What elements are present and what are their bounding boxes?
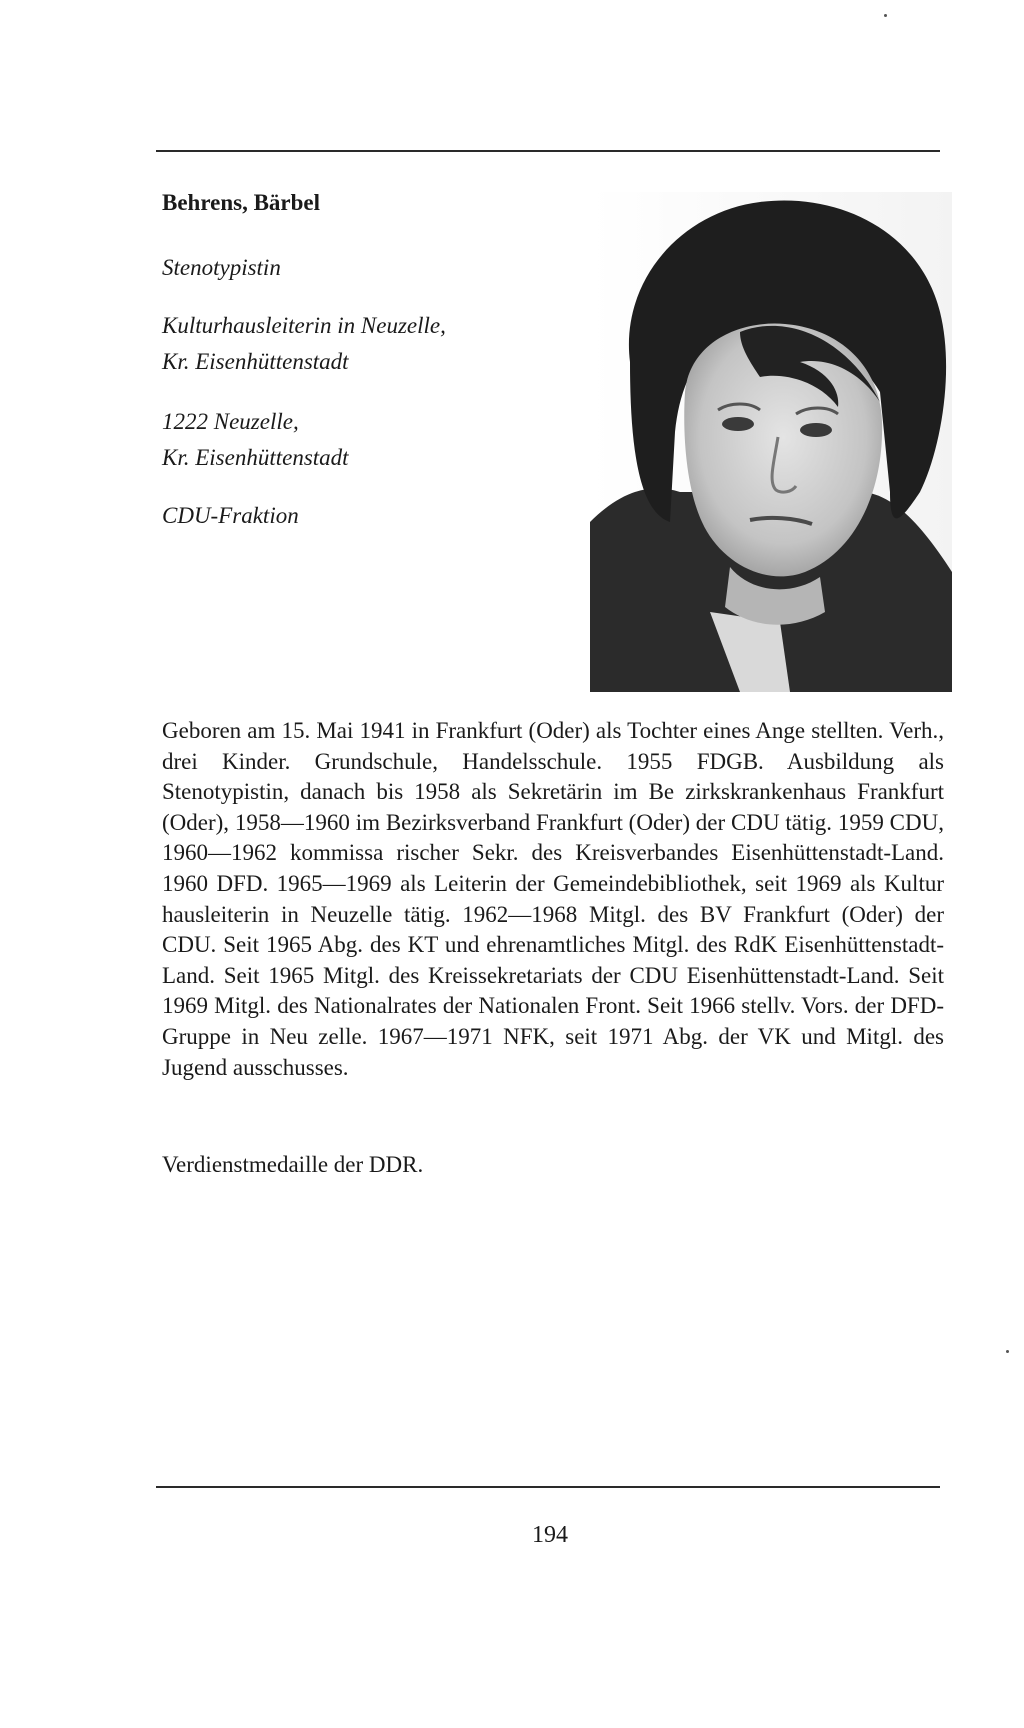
entry-name: Behrens, Bärbel bbox=[162, 190, 321, 215]
portrait-photo bbox=[590, 192, 952, 692]
scan-speck bbox=[1006, 1350, 1009, 1353]
bio-line: des RdK Eisenhüttenstadt-Land. Seit 1965 Mitgl. des Kreissekretariats bbox=[162, 932, 945, 988]
bio-line: (Oder) der CDU. Seit 1965 Abg. des KT und ehrenamtliches Mitgl. bbox=[162, 901, 944, 958]
position-line-2: Kr. Eisenhüttenstadt bbox=[162, 349, 349, 374]
address-line-1: 1222 Neuzelle, bbox=[162, 409, 299, 434]
bio-line: der Nationalen Front. Seit 1966 stellv. Vors. der DFD-Gruppe in Neu bbox=[162, 993, 944, 1049]
bio-line: Ausbildung als Stenotypistin, danach bis 1958 als Sekretärin im Be bbox=[162, 748, 945, 805]
bio-line: Frankfurt (Oder) der CDU tätig. 1959 CDU, 1960—1962 kommissa bbox=[162, 809, 944, 866]
bio-line: zirkskrankenhaus Frankfurt (Oder), 1958—1960 im Bezirksverband bbox=[162, 779, 945, 835]
bottom-rule bbox=[156, 1486, 940, 1488]
bio-line: rischer Sekr. des Kreisverbandes Eisenhüttenstadt-Land. 1960 DFD. bbox=[162, 840, 944, 896]
bio-line: zelle. 1967—1971 NFK, seit 1971 Abg. der VK und Mitgl. des Jugend bbox=[162, 1023, 944, 1080]
award-text: Verdienstmedaille der DDR. bbox=[162, 1152, 424, 1177]
scan-speck bbox=[884, 14, 887, 17]
entry-profession: Stenotypistin bbox=[162, 255, 281, 280]
bio-line: hausleiterin in Neuzelle tätig. 1962—1968 Mitgl. des BV Frankfurt bbox=[162, 901, 842, 927]
bio-line: stellten. Verh., drei Kinder. Grundschule, Handelsschule. 1955 FDGB. bbox=[162, 718, 944, 774]
entry-position bbox=[162, 308, 446, 380]
top-rule bbox=[156, 150, 940, 152]
entry-address bbox=[162, 404, 349, 476]
biography-text bbox=[162, 716, 944, 1083]
entry-faction: CDU-Fraktion bbox=[162, 503, 299, 528]
position-line-1: Kulturhausleiterin in Neuzelle, bbox=[162, 313, 446, 338]
bio-line: Geboren am 15. Mai 1941 in Frankfurt (Oder) als Tochter eines Ange bbox=[162, 718, 806, 743]
address-line-2: Kr. Eisenhüttenstadt bbox=[162, 445, 349, 470]
bio-line: ausschusses. bbox=[232, 1054, 349, 1080]
bio-line: 1965—1969 als Leiterin der Gemeindebibliothek, seit 1969 als Kultur bbox=[276, 870, 944, 896]
page-number: 194 bbox=[532, 1522, 568, 1548]
bio-line: der CDU Eisenhüttenstadt-Land. Seit 1969 Mitgl. des Nationalrates bbox=[162, 962, 944, 1019]
